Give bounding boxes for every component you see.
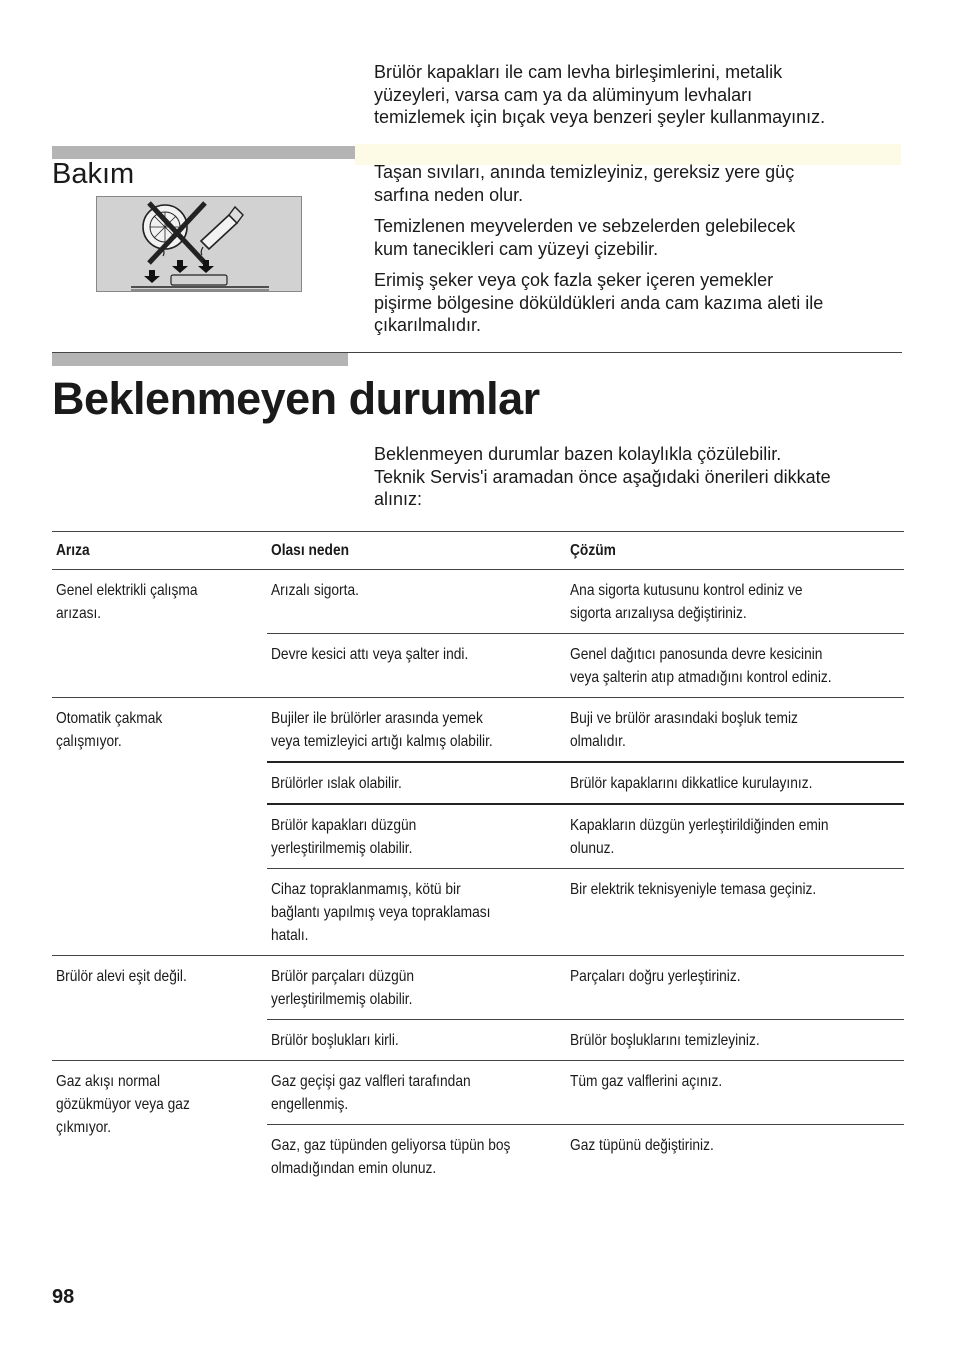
solution-cell [566, 762, 904, 804]
bakim-line: Erimiş şeker veya çok fazla şeker içeren yemekler [374, 270, 774, 290]
cause-cell [267, 956, 566, 1020]
solution-line: Ana sigorta kutusunu kontrol ediniz ve [570, 582, 803, 599]
cause-cell [267, 762, 566, 804]
table-row [52, 1061, 904, 1125]
fault-line: Brülör alevi eşit değil. [56, 968, 187, 985]
cause-line: veya temizleyici artığı kalmış olabilir. [271, 733, 493, 750]
bakim-heading: Bakım [52, 158, 135, 190]
cause-line: Devre kesici attı veya şalter indi. [271, 646, 469, 663]
bottle-icon [201, 207, 243, 255]
section-intro [374, 443, 914, 511]
solution-line: veya şalterin atıp atmadığını kontrol ediniz. [570, 669, 832, 686]
table-row [52, 698, 904, 763]
cause-line: Brülör boşlukları kirli. [271, 1032, 399, 1049]
cause-line: yerleştirilmemiş olabilir. [271, 991, 413, 1008]
table-row [52, 570, 904, 634]
bakim-line: Temizlenen meyvelerden ve sebzelerden gelebilecek [374, 216, 796, 236]
fault-cell [52, 570, 267, 698]
solution-line: olunuz. [570, 840, 615, 857]
cleaning-illustration [96, 196, 302, 292]
fault-line: Genel elektrikli çalışma [56, 582, 198, 599]
bakim-paragraph [374, 269, 914, 337]
solution-cell [566, 698, 904, 763]
fault-line: arızası. [56, 605, 102, 622]
section-intro-line: alınız: [374, 489, 423, 509]
fault-line: Gaz akışı normal [56, 1073, 161, 1090]
solution-cell [566, 804, 904, 869]
cause-line: Brülörler ıslak olabilir. [271, 775, 402, 792]
troubleshooting-table [52, 531, 904, 1188]
cleaning-illustration-graphic [97, 197, 301, 291]
solution-line: Bir elektrik teknisyeniyle temasa geçiniz. [570, 881, 817, 898]
cause-line: Gaz, gaz tüpünden geliyorsa tüpün boş [271, 1137, 511, 1154]
fault-line: Otomatik çakmak [56, 710, 163, 727]
section-intro-line: Beklenmeyen durumlar bazen kolaylıkla çözülebilir. [374, 444, 782, 464]
header-cell: Olası neden [267, 532, 566, 570]
bakim-paragraph [374, 215, 914, 260]
solution-line: Buji ve brülör arasındaki boşluk temiz [570, 710, 798, 727]
section-bar [52, 353, 348, 366]
fault-cell [52, 698, 267, 956]
solution-cell [566, 1020, 904, 1061]
cause-cell [267, 1125, 566, 1189]
cause-line: hatalı. [271, 927, 309, 944]
bakim-line: Taşan sıvıları, anında temizleyiniz, gereksiz yere güç [374, 162, 795, 182]
bakim-line: çıkarılmalıdır. [374, 315, 482, 335]
solution-line: Brülör kapaklarını dikkatlice kurulayınız. [570, 775, 813, 792]
cause-line: engellenmiş. [271, 1096, 349, 1113]
down-arrow-icon [144, 260, 214, 283]
cause-line: Brülör kapakları düzgün [271, 817, 417, 834]
section-intro-line: Teknik Servis'i aramadan önce aşağıdaki önerileri dikkate [374, 466, 831, 487]
intro-line: Brülör kapakları ile cam levha birleşimlerini, metalik [374, 62, 783, 82]
cause-cell [267, 1061, 566, 1125]
solution-line: Parçaları doğru yerleştiriniz. [570, 968, 741, 985]
bakim-line: sarfına neden olur. [374, 184, 524, 205]
fault-cell [52, 1061, 267, 1189]
cause-cell [267, 634, 566, 698]
bakim-line: kum tanecikleri cam yüzeyi çizebilir. [374, 238, 659, 259]
cause-line: yerleştirilmemiş olabilir. [271, 840, 413, 857]
page-number: 98 [52, 1286, 75, 1308]
cause-line: Cihaz topraklanmamış, kötü bir [271, 881, 461, 898]
solution-line: olmalıdır. [570, 733, 626, 750]
table-header-row [52, 532, 904, 570]
table-row [52, 956, 904, 1020]
solution-cell [566, 1061, 904, 1125]
solution-line: Kapakların düzgün yerleştirildiğinden emin [570, 817, 829, 834]
cause-line: Brülör parçaları düzgün [271, 968, 415, 985]
cause-cell [267, 570, 566, 634]
header-cell: Arıza [52, 532, 267, 570]
cause-cell [267, 1020, 566, 1061]
cause-cell [267, 804, 566, 869]
cause-line: Arızalı sigorta. [271, 582, 359, 599]
header-cell: Çözüm [566, 532, 904, 570]
intro-line: temizlemek için bıçak veya benzeri şeyler kullanmayınız. [374, 107, 826, 127]
fault-line: çalışmıyor. [56, 733, 122, 750]
solution-cell [566, 956, 904, 1020]
cause-line: Gaz geçişi gaz valfleri tarafından [271, 1073, 471, 1090]
cause-line: olmadığından emin olunuz. [271, 1160, 437, 1177]
page-title: Beklenmeyen durumlar [52, 373, 540, 424]
solution-cell [566, 634, 904, 698]
solution-line: Brülör boşluklarını temizleyiniz. [570, 1032, 760, 1049]
intro-paragraph [374, 61, 914, 129]
bakim-line: pişirme bölgesine döküldükleri anda cam kazıma aleti ile [374, 292, 824, 313]
fault-line: çıkmıyor. [56, 1119, 112, 1136]
cause-line: bağlantı yapılmış veya topraklaması [271, 904, 491, 921]
bakim-paragraphs [374, 161, 914, 337]
cause-cell [267, 869, 566, 956]
solution-cell [566, 570, 904, 634]
fault-cell [52, 956, 267, 1061]
solution-line: Tüm gaz valflerini açınız. [570, 1073, 723, 1090]
fault-line: gözükmüyor veya gaz [56, 1096, 190, 1113]
solution-line: Genel dağıtıcı panosunda devre kesicinin [570, 646, 823, 663]
solution-cell [566, 869, 904, 956]
intro-line: yüzeyleri, varsa cam ya da alüminyum levhaları [374, 84, 753, 105]
cause-cell [267, 698, 566, 763]
solution-line: sigorta arızalıysa değiştiriniz. [570, 605, 747, 622]
solution-line: Gaz tüpünü değiştiriniz. [570, 1137, 714, 1154]
cause-line: Bujiler ile brülörler arasında yemek [271, 710, 483, 727]
solution-cell [566, 1125, 904, 1189]
bakim-paragraph [374, 161, 914, 206]
